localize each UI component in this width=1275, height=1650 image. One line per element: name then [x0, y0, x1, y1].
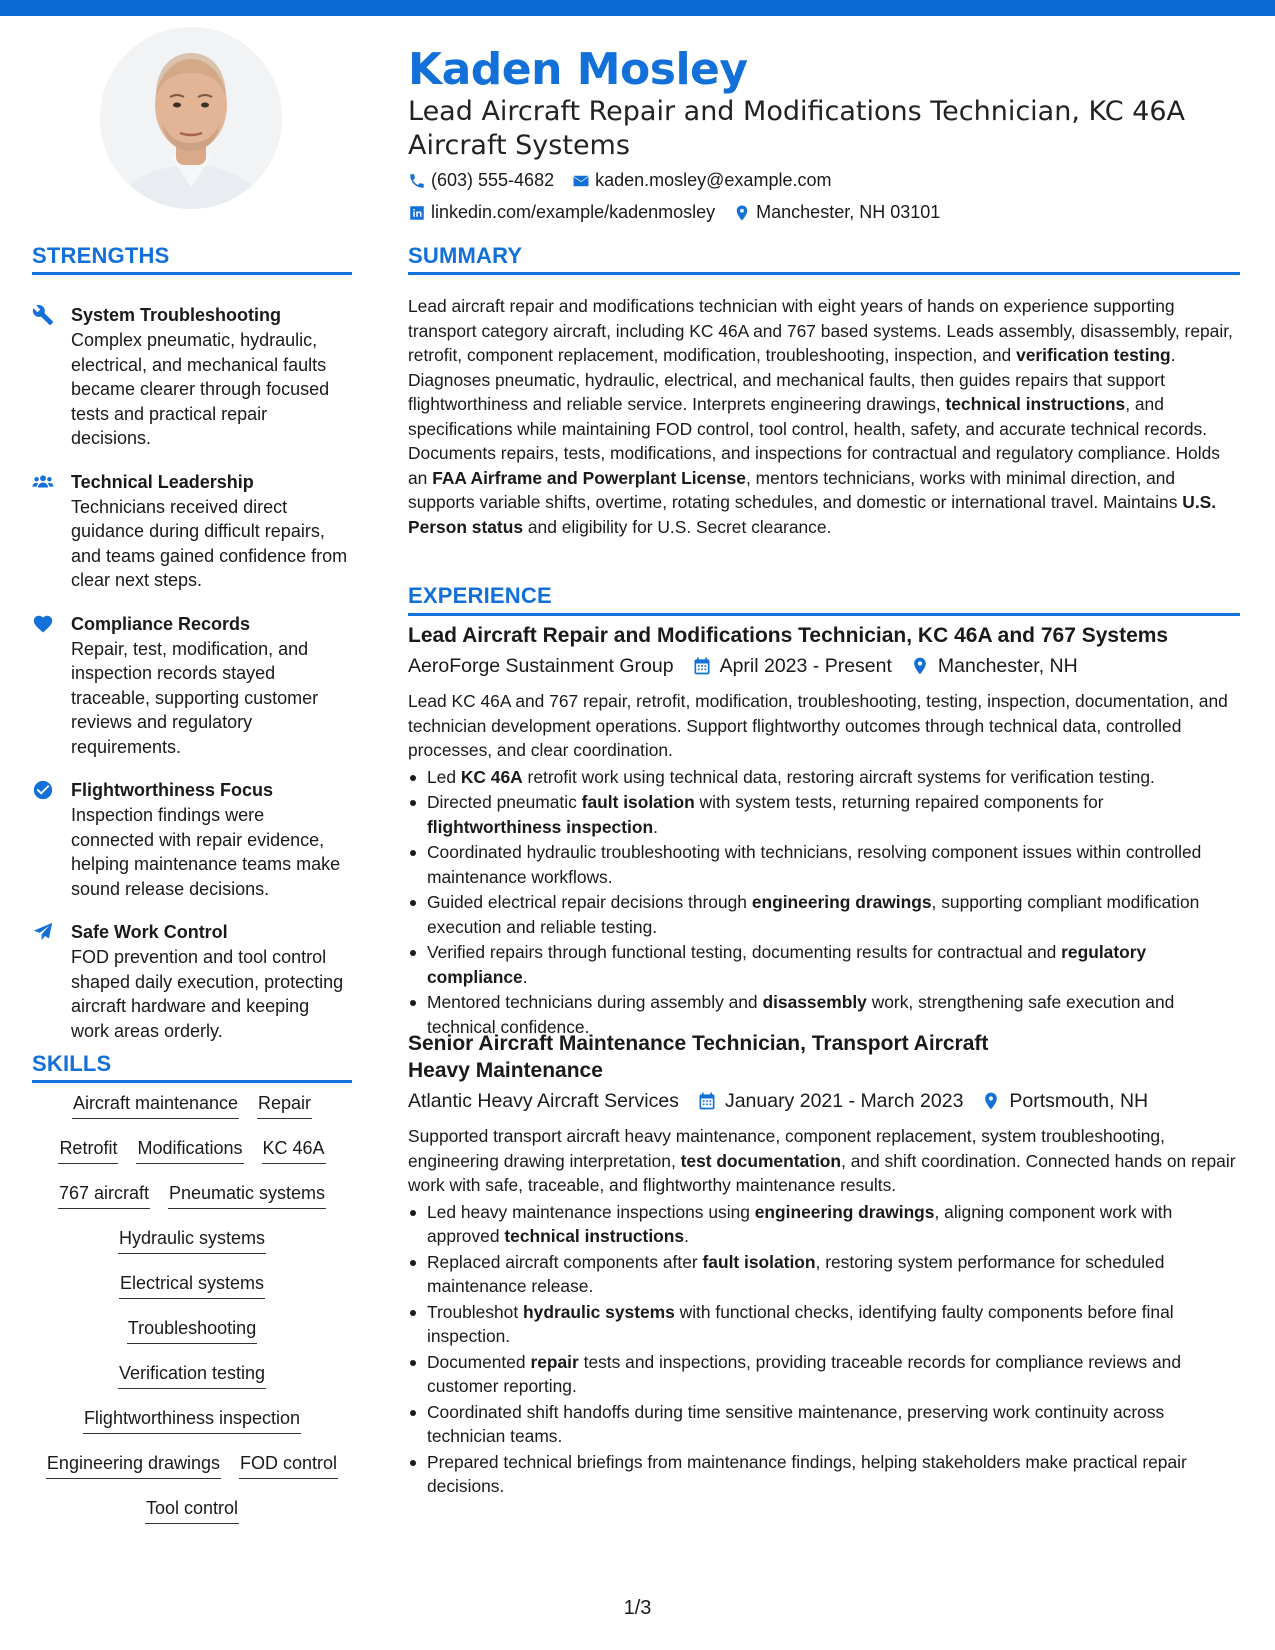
experience-rule [408, 613, 1240, 616]
strength-desc: Repair, test, modification, and inspection records stayed traceable, supporting customer reviews and regulatory requirements. [71, 638, 319, 757]
skill-tag: Repair [257, 1090, 312, 1119]
strengths-heading: STRENGTHS [32, 243, 170, 268]
job-summary: Lead KC 46A and 767 repair, retrofit, modification, troubleshooting, testing, inspection, documentation, and technician development operations. Support flightworthy outcomes through technical data, controlled processes, and clear coordination. [408, 691, 1228, 760]
check-circle-icon [32, 779, 54, 801]
job-dates [692, 655, 892, 678]
bold-phrase: hydraulic systems [523, 1301, 675, 1322]
bold-phrase: engineering drawings [754, 1201, 935, 1222]
bold-phrase: technical instructions [945, 394, 1126, 414]
phone-text: (603) 555-4682 [431, 170, 555, 190]
skill-row [32, 1360, 352, 1405]
text-run: . [522, 966, 528, 987]
skill-tag: Aircraft maintenance [72, 1090, 239, 1119]
job-title: Lead Aircraft Repair and Modifications Technician, KC 46A and 767 Systems [408, 624, 1169, 647]
strength-item [32, 469, 352, 593]
bold-phrase: technical instructions [504, 1226, 685, 1246]
text-run: with functional checks, identifying faulty components before final inspection. [427, 1301, 1174, 1346]
text-run: Prepared technical briefings from maintenance findings, helping stakeholders make practical repair decisions. [427, 1451, 1187, 1496]
job-dates [697, 1090, 963, 1113]
bold-phrase: flightworthiness inspection [427, 816, 654, 837]
text-run: Mentored technicians during assembly and [427, 992, 763, 1012]
strength-title: Compliance Records [71, 613, 251, 634]
location-text: Manchester, NH 03101 [756, 202, 941, 222]
bullet-item [427, 1450, 1240, 1499]
strength-desc: FOD prevention and tool control shaped daily execution, protecting aircraft hardware and keeping work areas orderly. [71, 947, 344, 1041]
contact-linkedin[interactable] [408, 202, 715, 223]
strength-title: Technical Leadership [71, 471, 254, 492]
text-run: Supported transport aircraft heavy maintenance, component replacement, system troubleshooting, engineering drawing interpretation, [408, 1126, 1165, 1171]
bold-phrase: engineering drawings [751, 892, 932, 912]
skill-tag: Verification testing [118, 1360, 266, 1389]
bold-phrase: regulatory compliance [427, 942, 1147, 987]
skills-list [32, 1090, 352, 1540]
skill-row [32, 1225, 352, 1270]
bold-phrase: fault isolation [702, 1251, 816, 1272]
experience-heading: EXPERIENCE [408, 583, 552, 608]
text-run: with system tests, returning repaired components for [694, 792, 1104, 812]
strength-item [32, 611, 352, 760]
bold-phrase: disassembly [762, 992, 867, 1012]
text-run: Guided electrical repair decisions through [427, 892, 752, 912]
contact-location [733, 202, 940, 223]
paper-plane-icon [32, 921, 54, 943]
skill-row [32, 1495, 352, 1540]
skill-row [32, 1270, 352, 1315]
bullet-item [427, 765, 1240, 790]
job-bullets [408, 1200, 1240, 1499]
skill-tag: Hydraulic systems [118, 1225, 266, 1254]
strengths-list [32, 302, 352, 1061]
top-accent-bar [0, 0, 1275, 16]
bold-phrase: repair [530, 1351, 579, 1372]
strength-desc: Complex pneumatic, hydraulic, electrical, and mechanical faults became clearer through focused tests and practical repair decisions. [71, 330, 330, 448]
skill-row [32, 1090, 352, 1135]
strength-title: System Troubleshooting [71, 305, 282, 325]
strength-title: Flightworthiness Focus [71, 780, 274, 800]
job-meta [408, 649, 1240, 683]
skill-row [32, 1405, 352, 1450]
text-run: , supporting compliant modification execution and reliable testing. [427, 892, 1200, 937]
text-run: Coordinated hydraulic troubleshooting with technicians, resolving component issues within controlled maintenance workflows. [427, 842, 1202, 887]
bullet-item [427, 940, 1240, 989]
skill-tag: FOD control [239, 1450, 338, 1479]
skill-tag: 767 aircraft [58, 1180, 150, 1209]
bold-phrase: KC 46A [460, 766, 523, 787]
text-run: and eligibility for U.S. Secret clearance. [523, 516, 832, 537]
strength-desc: Technicians received direct guidance during difficult repairs, and teams gained confidence from clear next steps. [71, 496, 348, 590]
skill-tag: Flightworthiness inspection [83, 1405, 301, 1434]
text-run: Led [427, 766, 461, 787]
skills-heading: SKILLS [32, 1051, 112, 1076]
text-run: retrofit work using technical data, restoring aircraft systems for verification testing. [522, 766, 1155, 787]
dates-text: January 2021 - March 2023 [724, 1089, 964, 1112]
page-number: 1/3 [623, 1597, 652, 1619]
company-text: AeroForge Sustainment Group [408, 654, 674, 677]
text-run: Verified repairs through functional testing, documenting results for contractual and [427, 942, 1062, 962]
bold-phrase: fault isolation [581, 792, 695, 812]
text-run: Lead aircraft repair and modifications technician with eight years of hands on experience supporting transport category aircraft, including KC 46A and 767 based systems. Leads assembly, disassembly, repair, retrofit, component replacement, modification, troubleshooting, inspection, and [408, 296, 1233, 365]
job-bullets [408, 765, 1240, 1040]
text-run: , and specifications while maintaining FOD control, tool control, health, safety, and accurate technical records. Documents repairs, tests, modifications, and inspections for contractual and regulatory compliance. Holds an [408, 394, 1220, 488]
email-text: kaden.mosley@example.com [595, 170, 832, 190]
bold-phrase: U.S. Person status [408, 492, 1217, 537]
candidate-name: Kaden Mosley [408, 44, 748, 95]
strength-item [32, 919, 352, 1043]
envelope-icon [572, 172, 590, 190]
text-run: Directed pneumatic [427, 792, 582, 812]
strength-title: Safe Work Control [71, 922, 228, 942]
job-company [408, 655, 674, 678]
wrench-icon [32, 304, 54, 326]
bold-phrase: verification testing [1016, 345, 1171, 365]
skill-tag: Tool control [145, 1495, 239, 1524]
map-pin-icon [981, 1091, 1001, 1111]
skill-tag: Engineering drawings [46, 1450, 221, 1479]
company-text: Atlantic Heavy Aircraft Services [408, 1089, 679, 1112]
map-pin-icon [733, 204, 751, 222]
skill-tag: Pneumatic systems [168, 1180, 326, 1209]
skill-row [32, 1450, 352, 1495]
calendar-icon [692, 656, 712, 676]
job-entry [408, 1030, 1240, 1500]
text-run: Led heavy maintenance inspections using [427, 1201, 755, 1222]
calendar-icon [697, 1091, 717, 1111]
summary-text [408, 294, 1240, 539]
contact-row-2 [408, 202, 940, 223]
text-run: , aligning component work with approved [427, 1201, 1173, 1246]
summary-rule [408, 272, 1240, 275]
dates-text: April 2023 - Present [719, 654, 892, 677]
summary-heading: SUMMARY [408, 243, 523, 268]
text-run: tests and inspections, providing traceable records for compliance reviews and customer reporting. [427, 1351, 1181, 1396]
users-icon [32, 471, 54, 493]
text-run: . [653, 816, 658, 837]
skill-tag: KC 46A [262, 1135, 326, 1164]
bold-phrase: test documentation [680, 1150, 842, 1171]
strength-desc: Inspection findings were connected with repair evidence, helping maintenance teams make sound release decisions. [71, 805, 341, 899]
phone-icon [408, 172, 426, 190]
skill-row [32, 1135, 352, 1180]
location-text: Manchester, NH [937, 654, 1078, 677]
job-company [408, 1090, 679, 1113]
skill-row [32, 1180, 352, 1225]
strength-item [32, 302, 352, 451]
text-run: . [684, 1226, 689, 1246]
job-entry [408, 622, 1240, 1040]
job-meta [408, 1084, 1240, 1118]
contact-row [408, 170, 831, 191]
contact-phone[interactable] [408, 170, 554, 191]
bullet-item [427, 890, 1240, 939]
text-run: Documented [427, 1351, 531, 1372]
location-text: Portsmouth, NH [1009, 1089, 1149, 1112]
text-run: , restoring system performance for scheduled maintenance release. [427, 1251, 1165, 1296]
bullet-item [427, 1350, 1240, 1399]
contact-email[interactable] [572, 170, 831, 191]
candidate-headline: Lead Aircraft Repair and Modifications Technician, KC 46A Aircraft Systems [408, 96, 1185, 161]
map-pin-icon [910, 656, 930, 676]
bullet-item [427, 1400, 1240, 1449]
bullet-item [427, 1250, 1240, 1299]
bullet-item [427, 840, 1240, 889]
bullet-item [427, 790, 1240, 839]
job-summary [408, 1124, 1240, 1198]
profile-photo [100, 27, 282, 209]
bullet-item [427, 1300, 1240, 1349]
strength-item [32, 777, 352, 901]
bullet-item [427, 1200, 1240, 1249]
text-run: work, strengthening safe execution and technical confidence. [427, 992, 1175, 1037]
skill-tag: Retrofit [58, 1135, 118, 1164]
text-run: Replaced aircraft components after [427, 1251, 703, 1272]
job-location [981, 1090, 1148, 1113]
skills-rule [32, 1080, 352, 1083]
skill-tag: Electrical systems [119, 1270, 265, 1299]
linkedin-icon [408, 204, 426, 222]
text-run: Coordinated shift handoffs during time sensitive maintenance, preserving work continuity across technician teams. [427, 1401, 1165, 1446]
job-location [910, 655, 1078, 678]
text-run: . Diagnoses pneumatic, hydraulic, electrical, and mechanical faults, then guides repairs that support flightworthiness and reliable service. Interprets engineering drawings, [408, 345, 1176, 414]
summary-section [408, 294, 1240, 539]
text-run: , and shift coordination. Connected hands on repair work with safe, traceable, and flightworthy maintenance results. [408, 1150, 1236, 1195]
bold-phrase: FAA Airframe and Powerplant License [432, 467, 746, 488]
linkedin-text: linkedin.com/example/kadenmosley [431, 202, 716, 222]
skill-row [32, 1315, 352, 1360]
strengths-rule [32, 272, 352, 275]
skill-tag: Modifications [136, 1135, 243, 1164]
skill-tag: Troubleshooting [127, 1315, 257, 1344]
text-run: , mentors technicians, works with minimal direction, and supports variable shifts, overtime, rotating schedules, and domestic or international travel. Maintains [408, 467, 1183, 512]
text-run: Troubleshot [427, 1301, 524, 1322]
heart-icon [32, 613, 54, 635]
job-title: Senior Aircraft Maintenance Technician, Transport Aircraft Heavy Maintenance [408, 1032, 989, 1082]
